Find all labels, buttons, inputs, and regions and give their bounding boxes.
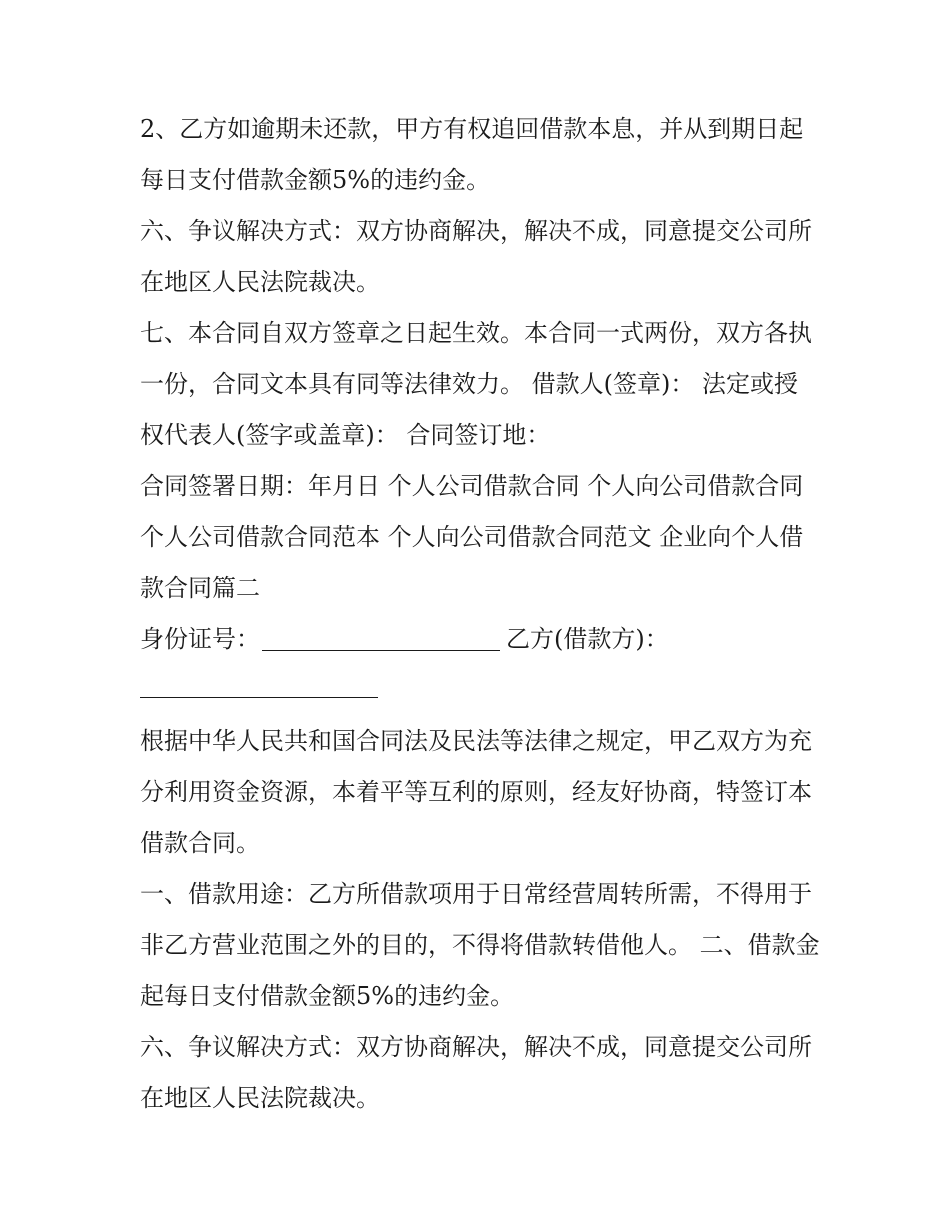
id-number-blank (262, 626, 500, 651)
borrower-party-label: 乙方(借款方)： (506, 625, 669, 653)
id-number-label: 身份证号： (140, 625, 260, 653)
document-body (140, 104, 820, 1124)
paragraph-signing-date: 合同签署日期：年月日 个人公司借款合同 个人向公司借款合同 个人公司借款合同范本 个人向公司借款合同范文 企业向个人借款合同篇二 (140, 472, 804, 602)
paragraph-loan-purpose: 一、借款用途：乙方所借款项用于日常经营周转所需，不得用于非乙方营业范围之外的目的，不得将借款转借他人。 二、借款金起每日支付借款金额5%的违约金。 (140, 880, 820, 1010)
borrower-name-blank (140, 673, 378, 698)
paragraph-preamble: 根据中华人民共和国合同法及民法等法律之规定，甲乙双方为充分利用资金资源，本着平等互利的原则，经友好协商，特签订本借款合同。 (140, 727, 812, 857)
paragraph-dispute-resolution: 六、争议解决方式：双方协商解决，解决不成，同意提交公司所在地区人民法院裁决。 (140, 217, 812, 296)
paragraph-effectiveness: 七、本合同自双方签章之日起生效。本合同一式两份，双方各执一份，合同文本具有同等法律效力。 借款人(签章)： 法定或授权代表人(签字或盖章)： 合同签订地： (140, 319, 812, 449)
borrower-blank-row (140, 665, 820, 716)
id-number-line (140, 614, 820, 665)
paragraph-late-repayment: 2、乙方如逾期未还款，甲方有权追回借款本息，并从到期日起每日支付借款金额5%的违约金。 (140, 115, 804, 194)
paragraph-dispute-resolution-repeat: 六、争议解决方式：双方协商解决，解决不成，同意提交公司所在地区人民法院裁决。 (140, 1033, 812, 1112)
